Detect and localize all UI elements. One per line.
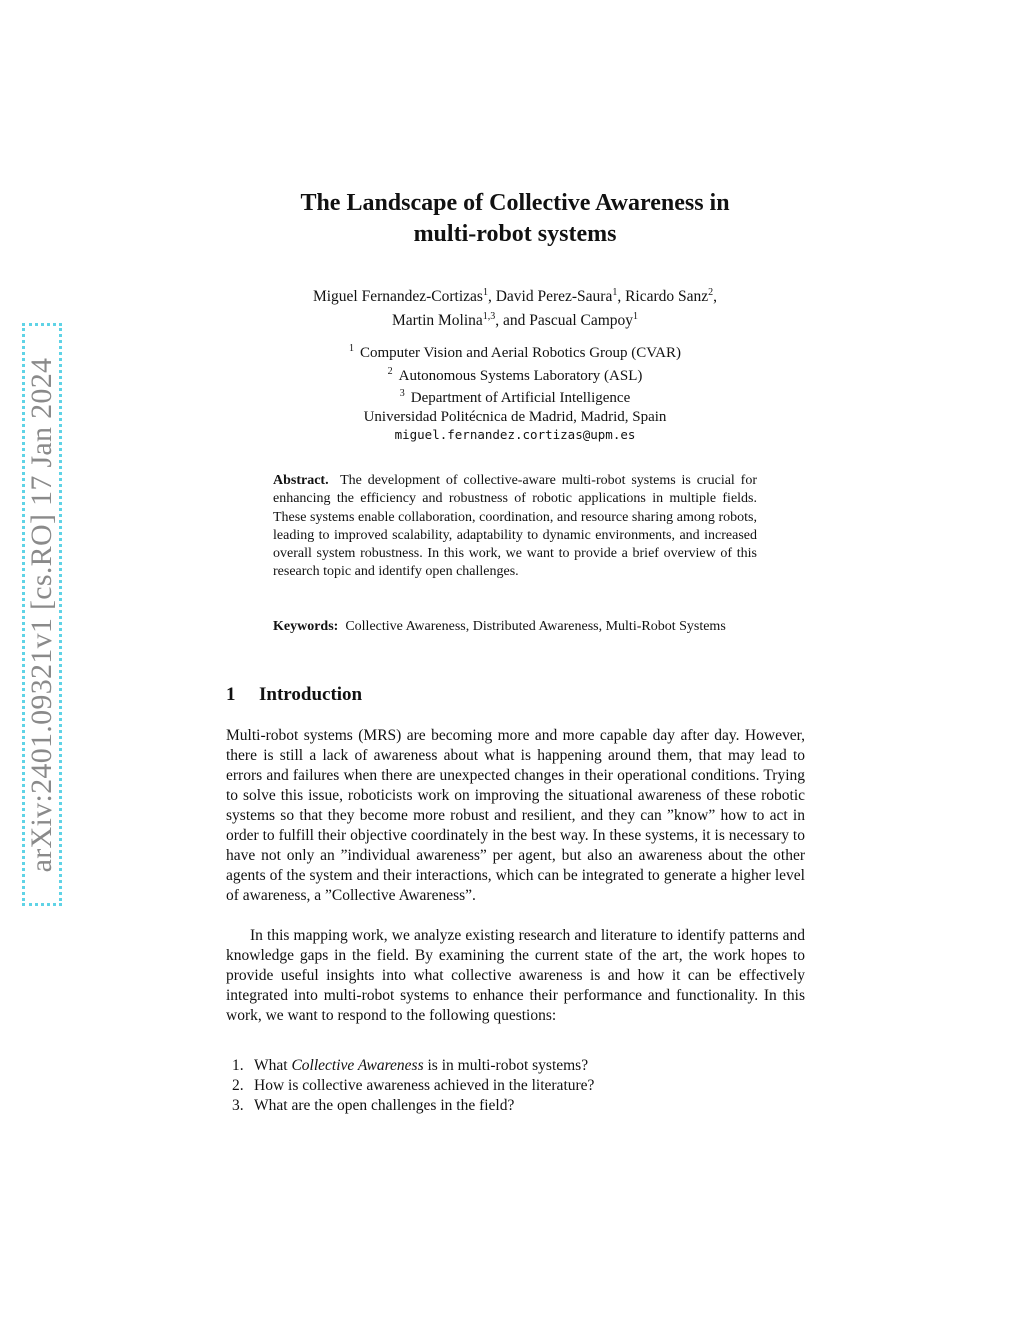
list-item (232, 1056, 792, 1076)
author-sup: 2 (708, 287, 714, 298)
affiliation-3 (230, 385, 800, 408)
author-sep: , (713, 288, 718, 306)
abstract-label: Abstract. (273, 473, 329, 488)
author-name: Ricardo Sanz (625, 288, 709, 306)
affiliation-sup: 3 (399, 388, 405, 399)
author-list (220, 283, 810, 331)
author-name: Miguel Fernandez-Cortizas (312, 288, 483, 306)
affiliation-text: Computer Vision and Aerial Robotics Group (CVAR) (359, 345, 682, 361)
university: Universidad Politécnica de Madrid, Madrid, Spain (363, 408, 667, 425)
list-item (232, 1076, 792, 1096)
keywords-text: Collective Awareness, Distributed Awareness, Multi-Robot Systems (345, 619, 726, 634)
list-item (232, 1096, 792, 1116)
list-text-post: is in multi-robot systems? (423, 1057, 589, 1074)
affiliation-sup: 1 (348, 343, 354, 354)
list-text-pre: What (254, 1057, 292, 1074)
section-title: Introduction (259, 684, 363, 705)
author-sep: , (487, 288, 496, 306)
author-line-1 (220, 283, 810, 307)
paper-title (240, 188, 790, 250)
author-name: Pascual Campoy (529, 312, 634, 330)
arxiv-id[interactable]: arXiv:2401.09321v1 [cs.RO] 17 Jan 2024 (25, 357, 58, 872)
affiliations (230, 340, 800, 445)
author-sup: 1 (482, 287, 488, 298)
author-sup: 1,3 (482, 311, 496, 323)
list-text: What are the open challenges in the field? (254, 1097, 515, 1114)
author-sup: 1 (612, 287, 618, 298)
author-line-2 (220, 307, 810, 331)
author-sep: , and (495, 312, 530, 330)
keywords (273, 618, 757, 636)
arxiv-stamp (22, 323, 62, 906)
affiliation-text: Department of Artificial Intelligence (410, 390, 631, 406)
list-text (254, 1056, 588, 1076)
list-text: How is collective awareness achieved in the literature? (254, 1077, 595, 1094)
title-line-2: multi-robot systems (413, 221, 617, 247)
abstract (273, 472, 757, 582)
affiliation-1 (230, 340, 800, 363)
affiliation-text: Autonomous Systems Laboratory (ASL) (398, 367, 643, 384)
list-text-em: Collective Awareness (291, 1057, 424, 1074)
affiliation-sup: 2 (387, 365, 393, 377)
author-sep: , (617, 288, 626, 306)
author-name: David Perez-Saura (495, 288, 613, 306)
keywords-label: Keywords: (273, 619, 339, 634)
list-number: 3. (232, 1097, 244, 1114)
author-name: Martin Molina (391, 312, 483, 330)
list-number: 2. (232, 1077, 244, 1094)
section-number: 1 (226, 684, 236, 705)
title-line-1: The Landscape of Collective Awareness in (300, 190, 730, 216)
question-list (232, 1056, 792, 1116)
paragraph-1: Multi-robot systems (MRS) are becoming more and more capable day after day. However, there is still a lack of awareness about what is happening around them, that may lead to errors and failures when there are unexpected changes in their operational conditions. Trying to solve this issue, roboticists work on improving the situational awareness of these robotic systems so that they become more robust and resilient, and they can ”know” how to act in order to fulfill their objective coordinately in the best way. In these systems, it is necessary to have not only an ”individual awareness” per agent, but also an awareness about the other agents of the system and their interactions, which can be integrated to generate a higher level of awareness, a ”Collective Awareness”. (226, 727, 805, 904)
section-heading (226, 684, 362, 706)
abstract-text: The development of collective-aware multi-robot systems is crucial for enhancing the efficiency and robustness of robotic applications in multiple fields. These systems enable collaboration, coordination, and resource sharing among robots, leading to improved scalability, adaptability to dynamic environments, and increased overall system robustness. In this work, we want to provide a brief overview of this research topic and identify open challenges. (273, 473, 757, 580)
paragraph-2: In this mapping work, we analyze existing research and literature to identify patterns and knowledge gaps in the field. By examining the current state of the art, the work hopes to provide useful insights into what collective awareness is and how it can be effectively integrated into multi-robot systems to enhance their performance and functionality. In this work, we want to respond to the following questions: (226, 927, 805, 1024)
email-link[interactable]: miguel.fernandez.cortizas@upm.es (394, 427, 636, 442)
affiliation-2 (230, 363, 800, 386)
list-number: 1. (232, 1057, 244, 1074)
author-sup: 1 (633, 311, 639, 323)
